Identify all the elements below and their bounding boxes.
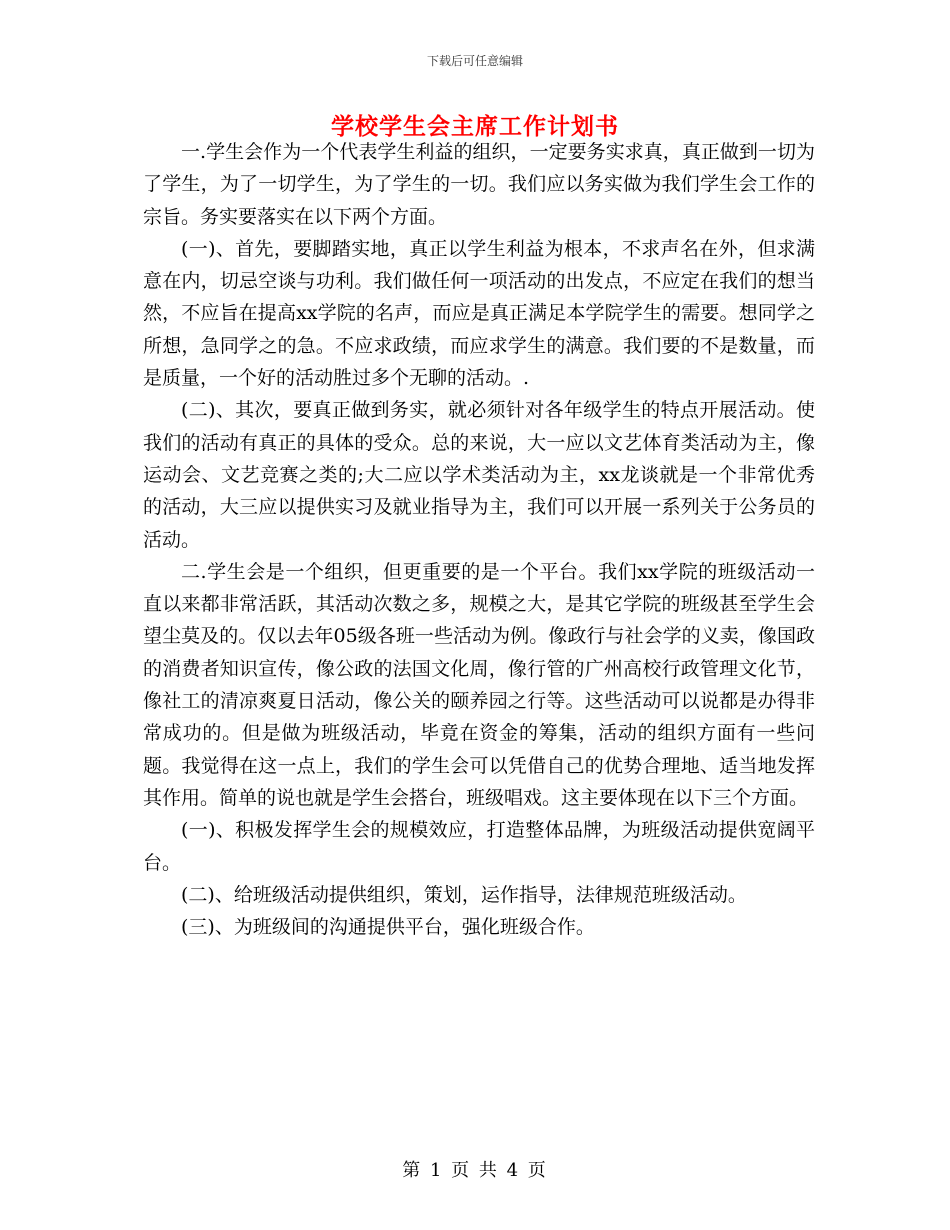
page-middle: 页 共	[451, 1160, 499, 1181]
page-total: 4	[506, 1160, 521, 1181]
page-header-note: 下载后可任意编辑	[426, 54, 523, 68]
document-title: 学校学生会主席工作计划书	[331, 113, 619, 140]
paragraph-1: 一.学生会作为一个代表学生利益的组织，一定要务实求真，真正做到一切为了学生，为了一切学生，为了学生的一切。我们应以务实做为我们学生会工作的宗旨。务实要落实在以下两个方面。	[143, 141, 815, 228]
paragraph-3: (二)、其次，要真正做到务实，就必须针对各年级学生的特点开展活动。使我们的活动有真正的具体的受众。总的来说，大一应以文艺体育类活动为主，像运动会、文艺竞赛之类的;大二应以学术类活动为主，xx龙谈就是一个非常优秀的活动，大三应以提供实习及就业指导为主，我们可以开展一系列关于公务员的活动。	[143, 399, 815, 551]
page-suffix: 页	[527, 1160, 548, 1181]
paragraph-4: 二.学生会是一个组织，但更重要的是一个平台。我们xx学院的班级活动一直以来都非常活跃，其活动次数之多，规模之大，是其它学院的班级甚至学生会望尘莫及的。仅以去年05级各班一些活动为例。像政行与社会学的义卖，像国政的消费者知识宣传，像公政的法国文化周，像行管的广州高校行政管理文化节，像社工的清凉爽夏日活动，像公关的颐养园之行等。这些活动可以说都是办得非常成功的。但是做为班级活动，毕竟在资金的筹集，活动的组织方面有一些问题。我觉得在这一点上，我们的学生会可以凭借自己的优势合理地、适当地发挥其作用。简单的说也就是学生会搭台，班级唱戏。这主要体现在以下三个方面。	[143, 560, 815, 809]
page-footer	[0, 1156, 950, 1182]
page-prefix: 第	[402, 1160, 423, 1181]
paragraph-5: (一)、积极发挥学生会的规模效应，打造整体品牌，为班级活动提供宽阔平台。	[143, 819, 815, 874]
paragraph-7: (三)、为班级间的沟通提供平台，强化班级合作。	[181, 916, 595, 939]
document-body	[143, 136, 815, 943]
page-number: 1	[429, 1160, 444, 1181]
paragraph-2: (一)、首先，要脚踏实地，真正以学生利益为根本，不求声名在外，但求满意在内，切忌空谈与功利。我们做任何一项活动的出发点，不应定在我们的想当然，不应旨在提高xx学院的名声，而应是真正满足本学院学生的需要。想同学之所想，急同学之的急。不应求政绩，而应求学生的满意。我们要的不是数量，而是质量，一个好的活动胜过多个无聊的活动。.	[143, 237, 815, 390]
paragraph-6: (二)、给班级活动提供组织，策划，运作指导，法律规范班级活动。	[181, 883, 747, 906]
